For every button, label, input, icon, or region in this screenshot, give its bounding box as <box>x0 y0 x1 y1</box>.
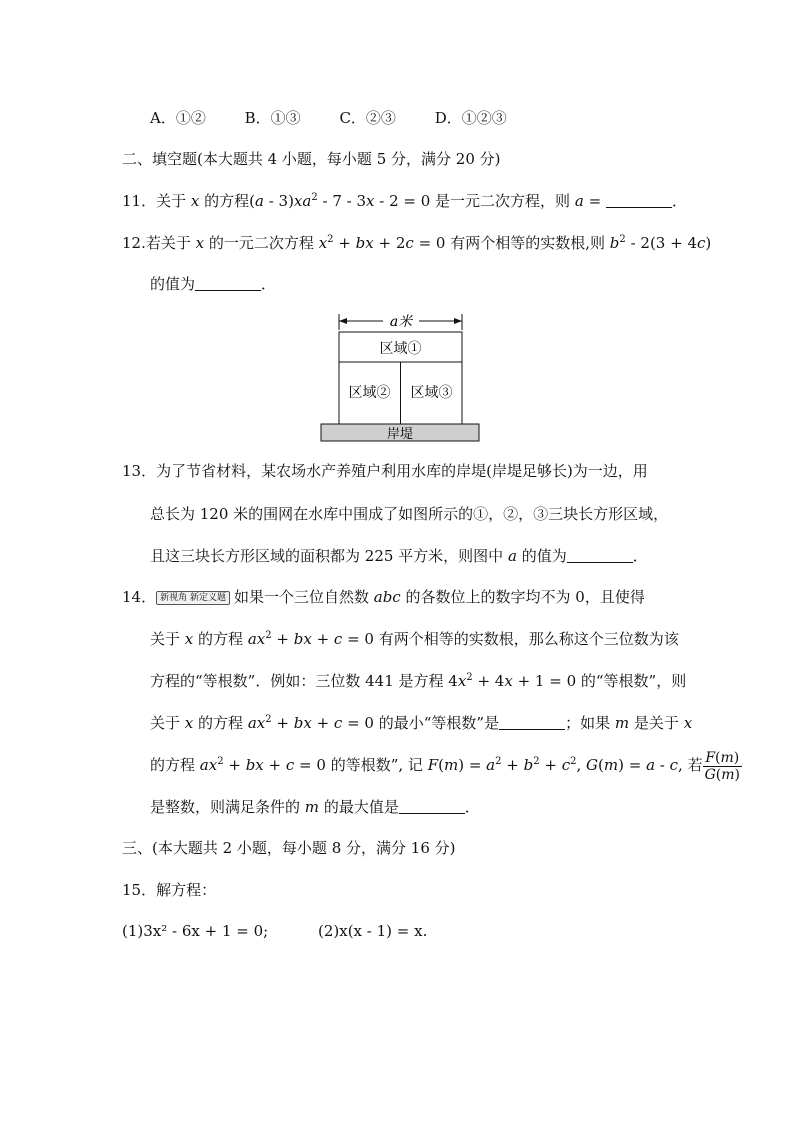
enclosure-diagram <box>315 308 485 444</box>
region-2-label: 区域② <box>348 385 391 401</box>
answer-blank-12[interactable] <box>195 276 261 291</box>
question-13-line-1: 13．为了节省材料，某农场水产养殖户利用水库的岸堤(岸堤足够长)为一边，用 <box>122 462 648 480</box>
bank-label: 岸堤 <box>386 427 414 442</box>
question-15-part-2: (2)x(x - 1) = x. <box>318 922 428 940</box>
question-13-line-3: 且这三块长方形区域的面积都为 225 平方米，则图中 a 的值为 ． <box>150 547 648 565</box>
answer-options <box>150 108 541 128</box>
answer-blank-14a[interactable] <box>499 715 565 730</box>
section-2-heading: 二、填空题(本大题共 4 小题，每小题 5 分，满分 20 分) <box>122 150 501 168</box>
section-3-heading: 三、(本大题共 2 小题，每小题 8 分，满分 16 分) <box>122 839 456 857</box>
question-14-line-6: 是整数，则满足条件的 m 的最大值是 ． <box>150 798 480 816</box>
option-b[interactable]: B．①③ <box>244 109 301 127</box>
question-14-line-5: 的方程 $ax^2$ + bx + c = 0 的等根数”, 记 $F(m) = a^2 + b^2 + c^2$, G(m) = a - c, 若 $\frac{F(m)}{G(m)}$ <box>150 749 740 783</box>
region-3-label: 区域③ <box>410 385 453 401</box>
question-14-line-3: 方程的“等根数”．例如：三位数 441 是方程 $4x^2 + 4x + 1 = 0$ 的“等根数”，则 <box>150 672 687 690</box>
question-14-line-4: 关于 x 的方程 $ax^2$ + bx + c = 0 的最小“等根数”是 ；如果 m 是关于 x <box>150 714 693 732</box>
question-15-title: 15．解方程： <box>122 881 217 899</box>
answer-blank-13[interactable] <box>567 548 633 563</box>
arrowhead-right <box>454 318 462 324</box>
region-1-label: 区域① <box>379 341 422 357</box>
question-14-line-1: 14． 新视角 新定义题 如果一个三位自然数 abc 的各数位上的数字均不为 0，且使得 <box>122 588 645 606</box>
question-12-line-2: 的值为 ． <box>150 275 277 293</box>
option-d[interactable]: D．①②③ <box>434 109 507 127</box>
fraction-f-over-g: $\frac{F(m)}{G(m)}$ <box>704 749 740 783</box>
new-perspective-tag: 新视角 新定义题 <box>156 591 230 605</box>
question-14-line-2: 关于 x 的方程 $ax^2$ + bx + c = 0 有两个相等的实数根，那么称这个三位数为该 <box>150 630 679 648</box>
question-11: 11．关于 x 的方程$(a - 3)xa^2 - 7 - 3x - 2 = 0$ 是一元二次方程，则 a = ． <box>122 192 687 210</box>
question-12: 12.若关于 x 的一元二次方程 $x^2$ + bx + 2c = 0 有两个相等的实数根,则 $b^2 - 2(3 + 4c)$ <box>122 234 712 252</box>
width-label: a米 <box>389 314 413 330</box>
question-13-line-2: 总长为 120 米的围网在水库中围成了如图所示的①，②，③三块长方形区域， <box>150 505 669 523</box>
answer-blank-11[interactable] <box>606 193 672 208</box>
question-15-part-1: (1)3x² - 6x + 1 = 0; <box>122 922 269 940</box>
arrowhead-left <box>339 318 347 324</box>
option-a[interactable]: A．①② <box>150 109 206 127</box>
answer-blank-14b[interactable] <box>399 799 465 814</box>
option-c[interactable]: C．②③ <box>339 109 396 127</box>
